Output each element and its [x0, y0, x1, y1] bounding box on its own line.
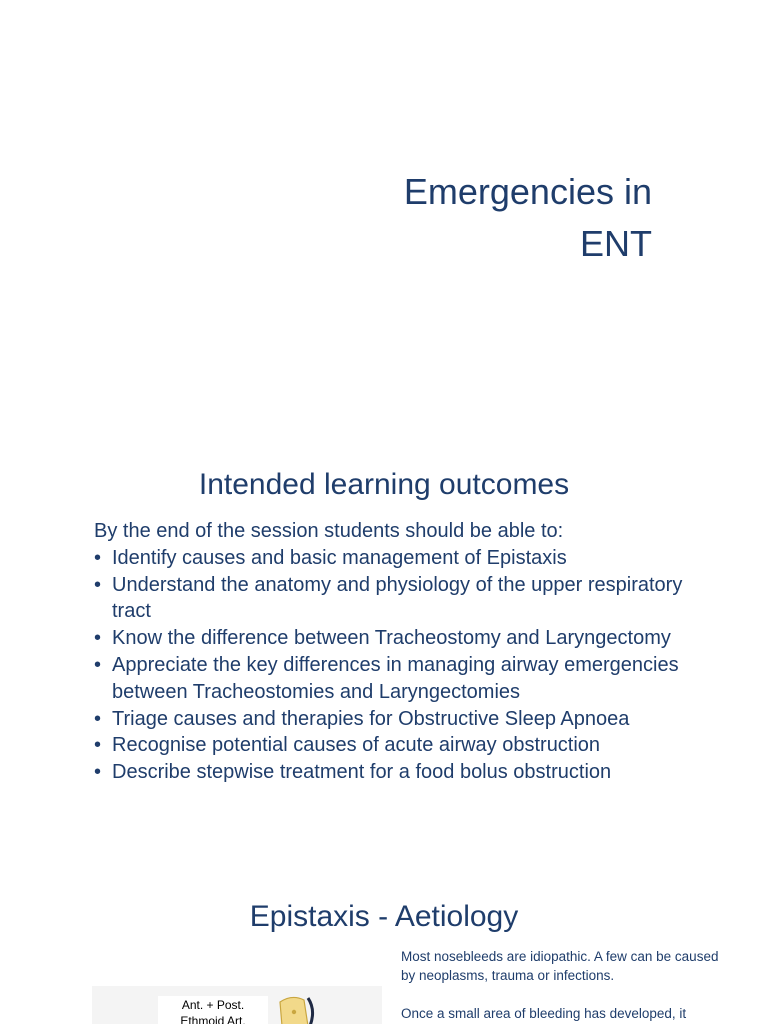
- epistaxis-text: [401, 947, 731, 1024]
- outcome-item: • Understand the anatomy and physiology of the upper respiratory tract: [94, 572, 694, 626]
- slide-title: [0, 0, 768, 430]
- epistaxis-paragraph-1: Most nosebleeds are idiopathic. A few can be caused by neoplasms, trauma or infections.: [401, 949, 719, 983]
- presentation-title: [404, 166, 652, 270]
- figure-label-line-1: Ant. + Post.: [181, 998, 245, 1012]
- outcome-item: • Identify causes and basic management of Epistaxis: [94, 545, 694, 572]
- outcomes-list: [94, 545, 694, 786]
- outcomes-body: [94, 518, 694, 786]
- outcome-item: • Triage causes and therapies for Obstructive Sleep Apnoea: [94, 706, 694, 733]
- outcomes-heading: Intended learning outcomes: [198, 468, 570, 501]
- figure-label-line-2: Ethmoid Art.: [180, 1014, 246, 1024]
- figure-label: [158, 996, 268, 1024]
- outcome-item: • Recognise potential causes of acute airway obstruction: [94, 732, 694, 759]
- title-line-1: Emergencies in: [403, 171, 652, 212]
- title-line-2: ENT: [580, 223, 652, 264]
- outcomes-intro: By the end of the session students should be able to:: [94, 520, 564, 542]
- epistaxis-paragraph-2: Once a small area of bleeding has developed, it: [401, 1006, 687, 1021]
- slide-epistaxis: [0, 870, 768, 1024]
- outcome-item: • Know the difference between Tracheostomy and Laryngectomy: [94, 625, 694, 652]
- slide-learning-outcomes: [0, 430, 768, 870]
- epistaxis-heading: Epistaxis - Aetiology: [249, 900, 519, 933]
- outcome-item: • Appreciate the key differences in managing airway emergencies between Tracheostomies and Laryngectomies: [94, 652, 694, 706]
- outcome-item: • Describe stepwise treatment for a food bolus obstruction: [94, 759, 694, 786]
- nasal-anatomy-illustration: [274, 996, 324, 1024]
- nasal-anatomy-figure: [92, 986, 382, 1024]
